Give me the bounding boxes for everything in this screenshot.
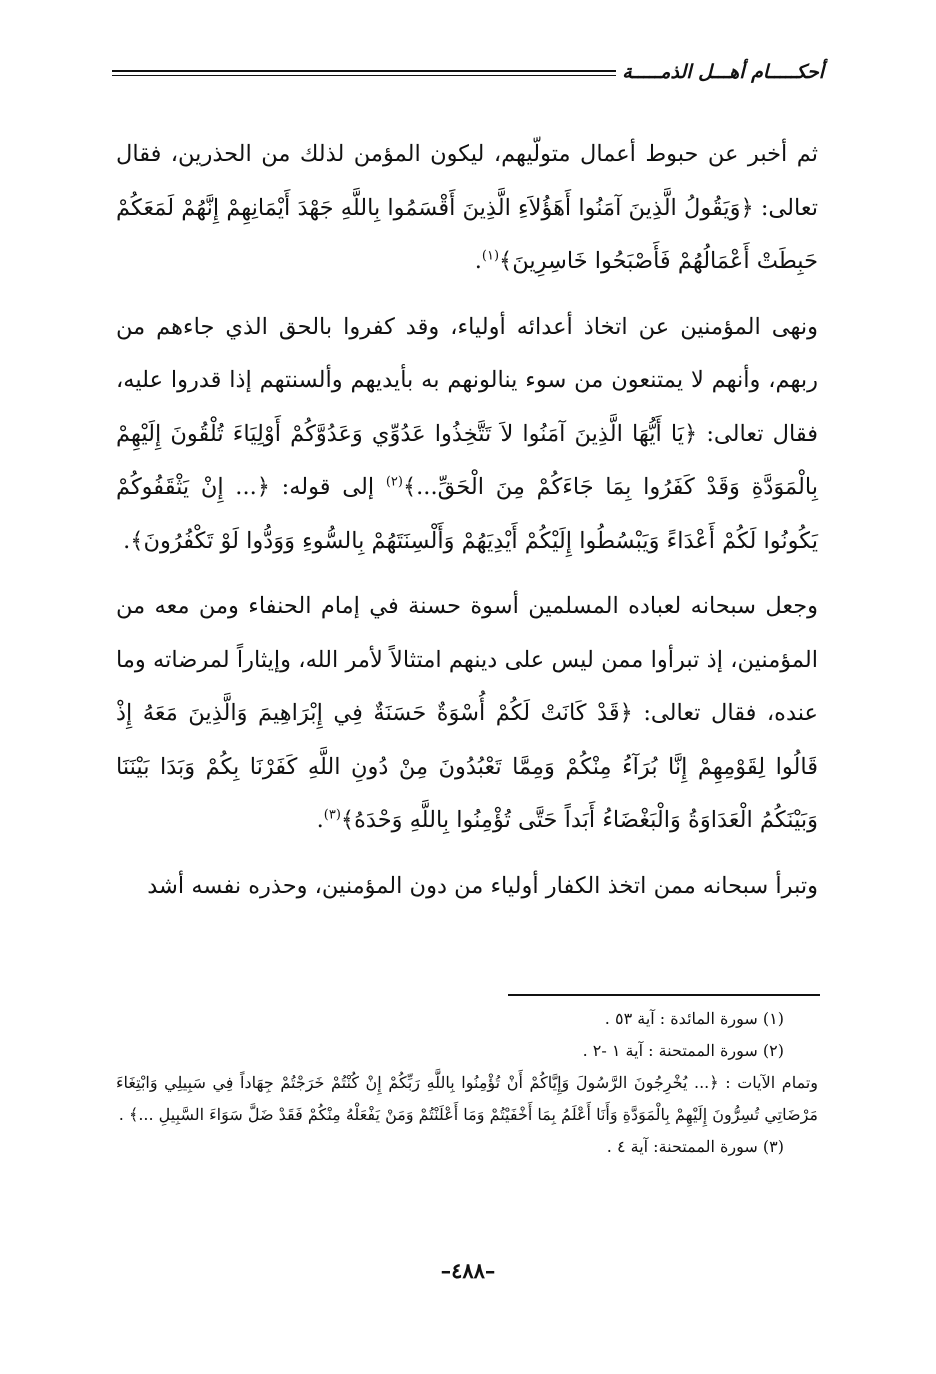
main-text bbox=[116, 128, 818, 925]
quran-quote: ﴿يَا أَيُّهَا الَّذِينَ آمَنُوا لاَ تَتَّخِذُوا عَدُوِّي وَعَدُوَّكُمْ أَوْلِيَاءَ تُلْقُونَ إِلَيْهِمْ بِالْمَوَدَّةِ وَقَدْ كَفَرُوا بِمَا جَاءَكُمْ مِنَ الْحَقِّ...﴾ bbox=[116, 420, 819, 500]
quran-quote: ﴿قَدْ كَانَتْ لَكُمْ أُسْوَةٌ حَسَنَةٌ فِي إِبْرَاهِيمَ وَالَّذِينَ مَعَهُ إِذْ قَالُوا لِقَوْمِهِمْ إِنَّا بُرَآءُ مِنْكُمْ وَمِمَّا تَعْبُدُونَ مِنْ دُونِ اللَّهِ كَفَرْنَا بِكُمْ وَبَدَا بَيْنَنَا وَبَيْنَكُمُ الْعَدَاوَةُ وَالْبَغْضَاءُ أَبَداً حَتَّى تُؤْمِنُوا بِاللَّهِ وَحْدَهُ﴾ bbox=[116, 700, 818, 833]
paragraph-3 bbox=[116, 580, 818, 848]
footnote-2-continuation: وتمام الآيات : ﴿... يُخْرِجُونَ الرَّسُولَ وَإِيَّاكُمْ أَنْ تُؤْمِنُوا بِاللَّهِ رَبِّكُمْ إِنْ كُنْتُمْ خَرَجْتُمْ جِهَاداً فِي سَبِيلِي وَابْتِغَاءَ مَرْضَاتِي تُسِرُّونَ إِلَيْهِمْ بِالْمَوَدَّةِ وَأَنَا أَعْلَمُ بِمَا أَخْفَيْتُمْ وَمَا أَعْلَنْتُمْ وَمَنْ يَفْعَلْهُ مِنْكُمْ فَقَدْ ضَلَّ سَوَاءَ السَّبِيلِ ...﴾ . bbox=[116, 1073, 818, 1124]
footnote-2: (٢) سورة الممتحنة : آية ١ -٢ . bbox=[582, 1041, 784, 1060]
header-rule bbox=[112, 70, 639, 72]
footnote-3: (٣) سورة الممتحنة: آية ٤ . bbox=[606, 1137, 784, 1156]
header-title: أحكـــــام أهـــل الذمـــــة bbox=[616, 58, 824, 86]
footnotes bbox=[116, 1003, 818, 1163]
quran-quote-2: ﴿... إِنْ يَثْقَفُوكُمْ يَكُونُوا لَكُمْ أَعْدَاءً وَيَبْسُطُوا إِلَيْكُمْ أَيْدِيَهُمْ وَأَلْسِنَتَهُمْ بِالسُّوءِ وَوَدُّوا لَوْ تَكْفُرُونَ﴾ bbox=[116, 474, 818, 554]
page-number: –٤٨٨– bbox=[440, 1258, 496, 1283]
paragraph-4 bbox=[116, 860, 818, 914]
running-header bbox=[112, 58, 824, 86]
quran-quote: ﴿وَيَقُولُ الَّذِينَ آمَنُوا أَهَؤُلاَءِ الَّذِينَ أَقْسَمُوا بِاللَّهِ جَهْدَ أَيْمَانِهِمْ إِنَّهُمْ لَمَعَكُمْ حَبِطَتْ أَعْمَالُهُمْ فَأَصْبَحُوا خَاسِرِينَ﴾ bbox=[116, 194, 818, 274]
paragraph-text: وتبرأ سبحانه ممن اتخذ الكفار أولياء من دون المؤمنين، وحذره نفسه أشد bbox=[147, 872, 818, 899]
paragraph-2 bbox=[116, 301, 818, 569]
paragraph-1 bbox=[116, 128, 818, 289]
paragraph-text: وجعل سبحانه لعباده المسلمين أسوة حسنة في إمام الحنفاء ومن معه من المؤمنين، إذ تبرأوا ممن ليس على دينهم امتثالاً لأمر الله، وإيثاراً لمرضاته وما عنده، فقال تعالى: bbox=[116, 593, 818, 726]
paragraph-tail: . bbox=[123, 527, 131, 554]
footnote-ref: (١) bbox=[481, 248, 500, 264]
footnote-ref: (٢) bbox=[385, 474, 403, 490]
paragraph-tail: . bbox=[474, 248, 482, 274]
footnote-ref: (٣) bbox=[323, 807, 341, 823]
paragraph-text-continued: إلى قوله: bbox=[269, 474, 386, 500]
footnote-1: (١) سورة المائدة : آية ٥٣ . bbox=[604, 1009, 784, 1028]
footnote-separator bbox=[508, 994, 820, 996]
paragraph-tail: . bbox=[316, 807, 324, 833]
paragraph-text: ثم أخبر عن حبوط أعمال متولّيهم، ليكون المؤمن لذلك من الحذرين، فقال تعالى: bbox=[116, 141, 818, 221]
header-rule-thin bbox=[112, 75, 639, 76]
paragraph-text: ونهى المؤمنين عن اتخاذ أعدائه أولياء، وقد كفروا بالحق الذي جاءهم من ربهم، وأنهم لا يمتنعون من سوء ينالونهم به بأيديهم وألسنتهم إذا قدروا عليه، فقال تعالى: bbox=[116, 313, 819, 447]
